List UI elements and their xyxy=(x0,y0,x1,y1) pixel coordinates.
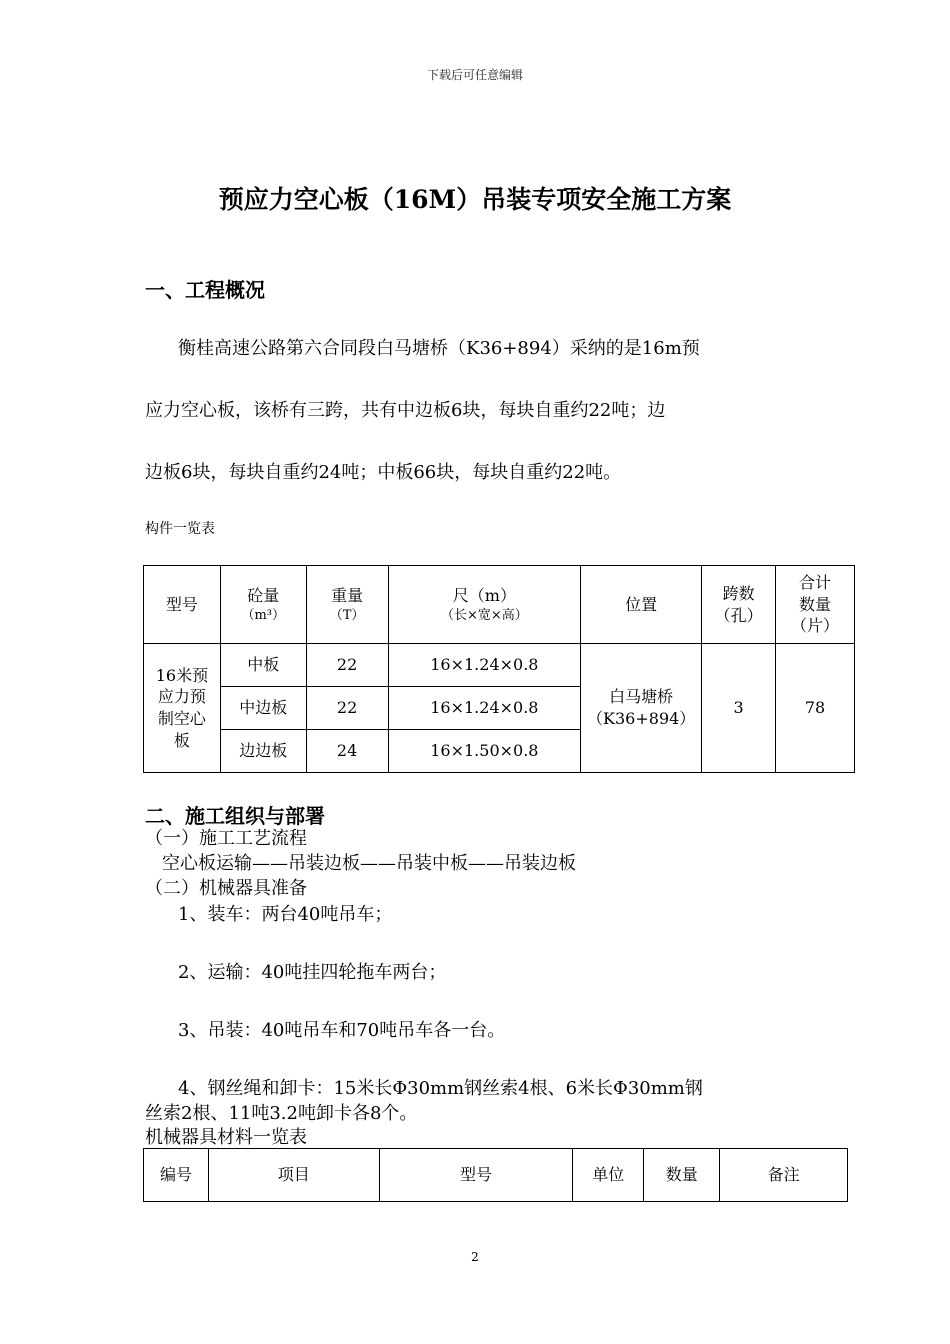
row-weight: 22 xyxy=(306,644,388,687)
header-model: 型号 xyxy=(379,1149,573,1202)
spans-cell: 3 xyxy=(702,644,776,773)
section1-line-2: 应力空心板，该桥有三跨，共有中边板6块，每块自重约22吨；边 xyxy=(145,400,666,421)
document-title: 预应力空心板（16M）吊装专项安全施工方案 xyxy=(218,185,732,214)
row-weight: 24 xyxy=(306,730,388,773)
header-location: 位置 xyxy=(581,566,702,644)
table1-caption: 构件一览表 xyxy=(145,521,215,537)
component-table xyxy=(143,565,855,773)
header-total xyxy=(776,566,855,644)
row-name: 中边板 xyxy=(220,687,306,730)
row-name: 中板 xyxy=(220,644,306,687)
section2-heading: 二、施工组织与部署 xyxy=(145,804,325,828)
header-unit: 单位 xyxy=(573,1149,644,1202)
row-name: 边边板 xyxy=(220,730,306,773)
header-size xyxy=(388,566,581,644)
process-flow: 空心板运输——吊装边板——吊装中板——吊装边板 xyxy=(162,853,576,874)
header-weight xyxy=(306,566,388,644)
header-volume-unit: （m³） xyxy=(241,607,286,623)
header-spans xyxy=(702,566,776,644)
section2-sub2: （二）机械器具准备 xyxy=(145,878,307,899)
page-number: 2 xyxy=(471,1250,479,1264)
header-item: 项目 xyxy=(208,1149,379,1202)
location-name: 白马塘桥 xyxy=(609,687,674,707)
equipment-item-4: 4、钢丝绳和卸卡：15米长Φ30mm钢丝索4根、6米长Φ30mm钢 xyxy=(178,1078,703,1099)
equipment-item-1: 1、装车：两台40吨吊车； xyxy=(178,904,393,925)
header-remarks: 备注 xyxy=(720,1149,848,1202)
header-total-line1: 合计 xyxy=(799,573,832,593)
header-spans-unit: （孔） xyxy=(714,605,763,625)
header-volume xyxy=(220,566,306,644)
table2-caption: 机械器具材料一览表 xyxy=(145,1127,307,1148)
equipment-item-4-continued: 丝索2根、11吨3.2吨卸卡各8个。 xyxy=(145,1103,418,1124)
location-station: （K36+894） xyxy=(587,709,696,728)
section1-line-3: 边板6块，每块自重约24吨；中板66块，每块自重约22吨。 xyxy=(145,462,622,483)
row-size: 16×1.50×0.8 xyxy=(388,730,581,773)
header-size-unit: （长×宽×高） xyxy=(440,607,528,623)
row-size: 16×1.24×0.8 xyxy=(388,644,581,687)
header-type: 型号 xyxy=(144,566,221,644)
row-size: 16×1.24×0.8 xyxy=(388,687,581,730)
header-note: 下载后可任意编辑 xyxy=(426,68,523,82)
header-quantity: 数量 xyxy=(644,1149,720,1202)
row-weight: 22 xyxy=(306,687,388,730)
total-cell: 78 xyxy=(776,644,855,773)
header-number: 编号 xyxy=(144,1149,209,1202)
equipment-item-3: 3、吊装：40吨吊车和70吨吊车各一台。 xyxy=(178,1020,506,1041)
header-total-line2: 数量 xyxy=(799,594,832,614)
header-spans-label: 跨数 xyxy=(722,583,755,603)
header-size-label: 尺（m） xyxy=(452,585,516,605)
table-row xyxy=(144,644,855,687)
table1-header-row xyxy=(144,566,855,644)
table2-header-row xyxy=(144,1149,848,1202)
header-weight-unit: （T） xyxy=(329,607,365,623)
section2-sub1: （一）施工工艺流程 xyxy=(145,828,307,849)
type-cell: 16米预应力预制空心板 xyxy=(144,644,221,773)
equipment-item-2: 2、运输：40吨挂四轮拖车两台； xyxy=(178,962,447,983)
section1-line-1: 衡桂高速公路第六合同段白马塘桥（K36+894）采纳的是16m预 xyxy=(178,338,700,359)
header-weight-label: 重量 xyxy=(331,585,364,605)
header-volume-label: 砼量 xyxy=(247,585,280,605)
location-cell xyxy=(581,644,702,773)
header-total-line3: （片） xyxy=(791,616,840,636)
equipment-table xyxy=(143,1148,848,1202)
section1-heading: 一、工程概况 xyxy=(145,278,265,302)
